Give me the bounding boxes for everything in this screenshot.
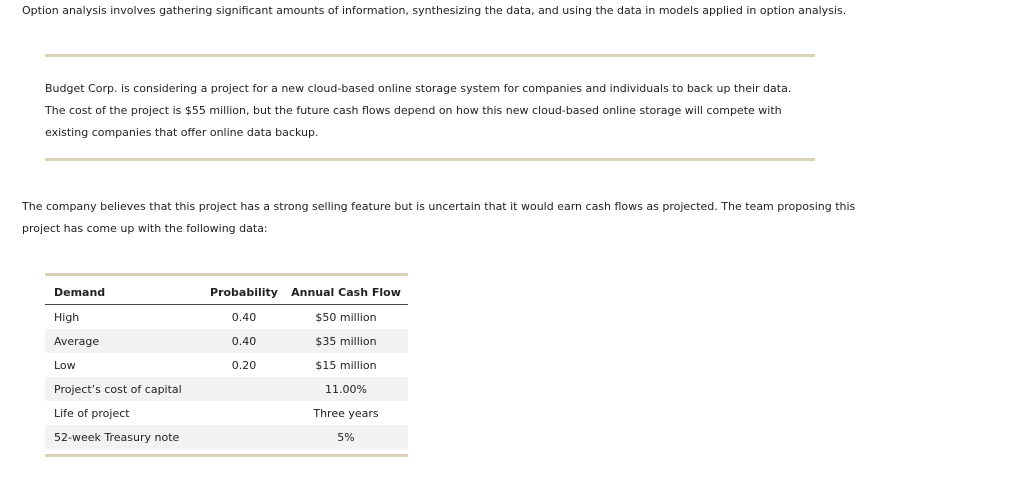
table-row [45,401,408,425]
table-row [45,353,408,377]
table-row [45,329,408,353]
row-probability [204,377,284,401]
table-row [45,425,408,449]
project-data-table [45,280,408,449]
header-annual-cash-flow: Annual Cash Flow [284,280,408,305]
scenario-line-1: Budget Corp. is considering a project for a new cloud-based online storage system for companies and individuals to back up their data. [45,82,792,95]
table-bottom-rule [45,454,408,457]
row-value: Three years [313,406,379,420]
scenario-line-2: The cost of the project is $55 million, but the future cash flows depend on how this new cloud-based online storage will compete with [45,104,782,117]
row-label: Average [45,329,204,353]
belief-text [22,196,922,240]
table-row [45,377,408,401]
row-label: 52-week Treasury note [45,425,204,449]
scenario-box [45,78,825,144]
row-probability: 0.40 [204,329,284,353]
row-label: Project’s cost of capital [45,377,204,401]
scenario-line-3: existing companies that offer online data backup. [45,126,319,139]
row-probability: 0.40 [231,310,257,324]
scenario-bottom-rule [45,158,815,161]
header-demand: Demand [45,280,204,305]
row-value: $35 million [284,329,408,353]
row-probability [204,401,284,425]
scenario-top-rule [45,54,815,57]
row-label: High [54,310,80,324]
table-top-rule [45,273,408,276]
row-probability: 0.20 [231,358,257,372]
belief-line-1: The company believes that this project has a strong selling feature but is uncertain that it would earn cash flows as projected. The team proposing this [22,200,856,213]
row-label: Life of project [54,406,130,420]
table-row [45,305,408,330]
row-value: $50 million [315,310,377,324]
belief-line-2: project has come up with the following data: [22,222,268,235]
row-value: 11.00% [284,377,408,401]
row-value: $15 million [315,358,377,372]
row-probability [204,425,284,449]
intro-text: Option analysis involves gathering significant amounts of information, synthesizing the data, and using the data in models applied in option analysis. [22,4,847,17]
row-label: Low [54,358,76,372]
table-header-row [45,280,408,305]
row-value: 5% [284,425,408,449]
header-probability: Probability [204,280,284,305]
